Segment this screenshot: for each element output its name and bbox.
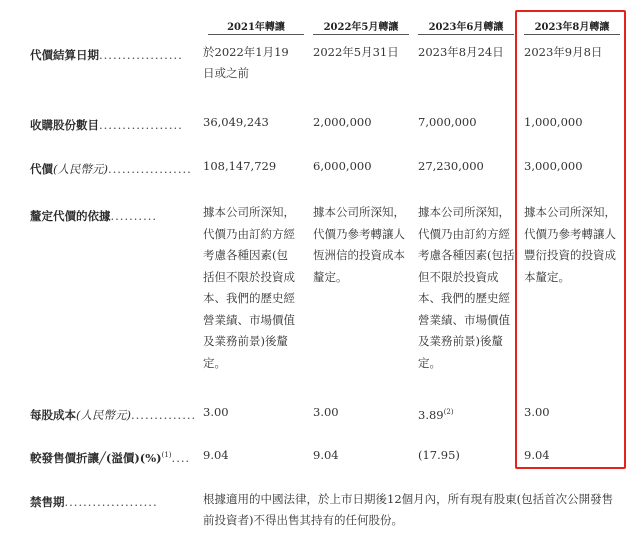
footnote-marker: (1) xyxy=(161,451,172,460)
discount-2023-aug: 9.04 xyxy=(524,448,550,462)
shares-2023-aug: 1,000,000 xyxy=(524,115,583,129)
column-header-2021: 2021年轉讓 xyxy=(208,18,304,35)
column-header-2022-may: 2022年5月轉讓 xyxy=(313,18,409,35)
shares-2022-may: 2,000,000 xyxy=(313,115,372,129)
cost-per-share-2021: 3.00 xyxy=(203,405,229,419)
cost-per-share-unit: (人民幣元) xyxy=(76,408,131,422)
row-label-basis xyxy=(30,208,157,224)
consideration-2021: 108,147,729 xyxy=(203,159,277,173)
settlement-date-label: 代價結算日期 xyxy=(30,48,99,62)
dot-leader: .... xyxy=(171,451,191,465)
basis-2023-aug: 據本公司所深知，代價乃參考轉讓人豐衍投資的投資成本釐定。 xyxy=(524,205,616,284)
lockup-label: 禁售期 xyxy=(30,495,65,509)
consideration-2023-jun: 27,230,000 xyxy=(418,159,484,173)
discount-2021: 9.04 xyxy=(203,448,229,462)
basis-2021: 據本公司所深知，代價乃由訂約方經考慮各種因素(包括但不限於投資成本、我們的歷史經營業績、市場價值及業務前景)後釐定。 xyxy=(203,205,295,370)
cost-per-share-2023-jun-value: 3.89 xyxy=(418,407,444,422)
consideration-unit: (人民幣元) xyxy=(53,162,108,176)
column-header-2023-jun: 2023年6月轉讓 xyxy=(418,18,514,35)
row-label-lockup xyxy=(30,494,158,510)
dot-leader: .................. xyxy=(99,48,183,62)
settlement-date-2022-may: 2022年5月31日 xyxy=(313,45,399,59)
dot-leader: .................. xyxy=(107,162,192,176)
shares-2023-jun: 7,000,000 xyxy=(418,115,477,129)
basis-2023-jun: 據本公司所深知，代價乃由訂約方經考慮各種因素(包括但不限於投資成本、我們的歷史經營業績、市場價值及業務前景)後釐定。 xyxy=(418,205,515,370)
lockup-text: 根據適用的中國法律，於上市日期後12個月內，所有現有股東(包括首次公開發售前投資者)不得出售其持有的任何股份。 xyxy=(203,492,614,527)
cost-per-share-2023-aug: 3.00 xyxy=(524,405,550,419)
row-label-consideration xyxy=(30,161,192,177)
cost-per-share-2023-jun xyxy=(418,402,518,426)
highlight-box xyxy=(515,10,626,469)
footnote-marker: (2) xyxy=(443,408,454,416)
settlement-date-2021: 於2022年1月19日或之前 xyxy=(203,45,289,80)
row-label-shares xyxy=(30,117,183,133)
settlement-date-2023-jun: 2023年8月24日 xyxy=(418,45,504,59)
row-label-cost-per-share xyxy=(30,407,196,423)
dot-leader: .......... xyxy=(110,209,158,223)
dot-leader: .................... xyxy=(64,495,158,509)
shares-label: 收購股份數目 xyxy=(30,118,99,132)
basis-label: 釐定代價的依據 xyxy=(30,209,111,223)
consideration-2022-may: 6,000,000 xyxy=(313,159,372,173)
discount-label: 較發售價折讓╱(溢價)(%) xyxy=(30,451,162,465)
discount-2022-may: 9.04 xyxy=(313,448,339,462)
discount-2023-jun: (17.95) xyxy=(418,448,460,462)
basis-2022-may: 據本公司所深知，代價乃參考轉讓人恆洲信的投資成本釐定。 xyxy=(313,205,405,284)
settlement-date-2023-aug: 2023年9月8日 xyxy=(524,45,603,59)
row-label-discount xyxy=(30,450,190,466)
cost-per-share-label: 每股成本 xyxy=(30,408,76,422)
dot-leader: .............. xyxy=(130,408,197,422)
row-label-settlement-date xyxy=(30,47,183,63)
shares-2021: 36,049,243 xyxy=(203,115,269,129)
dot-leader: .................. xyxy=(99,118,183,132)
consideration-label: 代價 xyxy=(30,162,53,176)
column-header-2023-aug: 2023年8月轉讓 xyxy=(524,18,620,35)
cost-per-share-2022-may: 3.00 xyxy=(313,405,339,419)
consideration-2023-aug: 3,000,000 xyxy=(524,159,583,173)
